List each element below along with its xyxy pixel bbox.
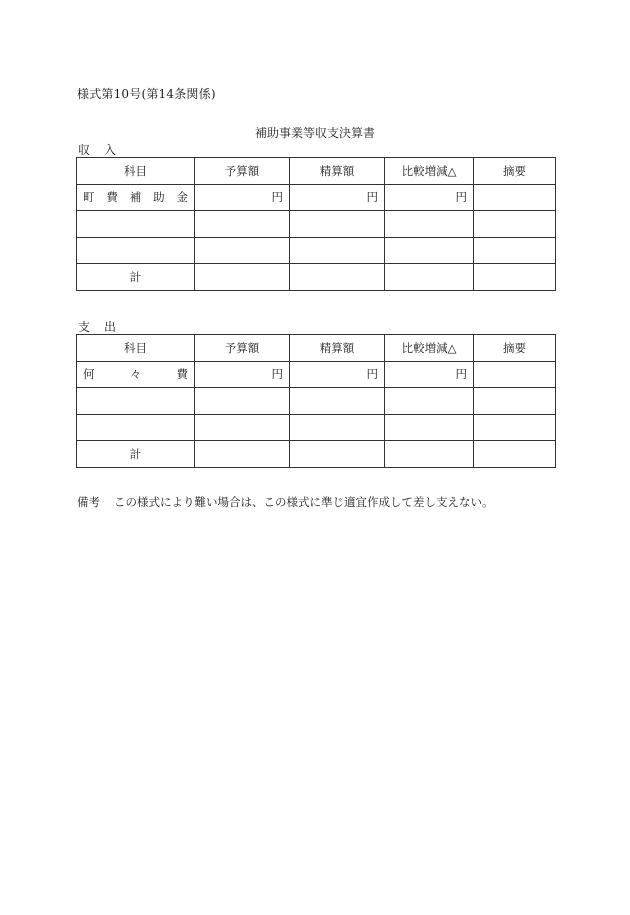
settlement-cell [290, 388, 385, 415]
budget-cell [195, 237, 290, 264]
budget-cell [195, 388, 290, 415]
expense-section-label: 支出 [78, 320, 131, 334]
comparison-cell [385, 211, 474, 238]
item-cell [77, 388, 195, 415]
comparison-cell [385, 237, 474, 264]
budget-total-cell [195, 441, 290, 468]
comparison-cell: 円 [385, 361, 474, 388]
column-header-settlement: 精算額 [290, 335, 385, 362]
budget-cell [195, 414, 290, 441]
settlement-total-cell [290, 441, 385, 468]
remarks-label: 備考 [77, 495, 100, 509]
total-label: 計 [77, 264, 195, 291]
budget-cell [195, 211, 290, 238]
note-cell [474, 211, 556, 238]
note-cell [474, 361, 556, 388]
note-cell [474, 184, 556, 211]
column-header-item: 科目 [77, 158, 195, 185]
table-row [77, 211, 556, 238]
comparison-cell: 円 [385, 184, 474, 211]
comparison-cell [385, 414, 474, 441]
comparison-cell [385, 388, 474, 415]
column-header-comparison: 比較増減△ [385, 335, 474, 362]
comparison-total-cell [385, 441, 474, 468]
income-section-label: 収入 [78, 143, 131, 157]
item-cell: 何々費 [77, 361, 195, 388]
settlement-total-cell [290, 264, 385, 291]
settlement-cell: 円 [290, 184, 385, 211]
item-cell [77, 211, 195, 238]
item-cell: 町費補助金 [77, 184, 195, 211]
column-header-note: 摘要 [474, 335, 556, 362]
form-number: 様式第10号(第14条関係) [77, 87, 216, 101]
column-header-settlement: 精算額 [290, 158, 385, 185]
table-row [77, 414, 556, 441]
table-row [77, 237, 556, 264]
total-row [77, 441, 556, 468]
remarks-text: この様式により難い場合は、この様式に準じ適宜作成して差し支えない。 [114, 495, 494, 509]
settlement-cell [290, 237, 385, 264]
item-cell [77, 414, 195, 441]
table-row [77, 388, 556, 415]
note-cell [474, 414, 556, 441]
budget-cell: 円 [195, 184, 290, 211]
income-table [76, 157, 556, 291]
column-header-budget: 予算額 [195, 335, 290, 362]
column-header-budget: 予算額 [195, 158, 290, 185]
expense-table [76, 334, 556, 468]
income-header-row [77, 158, 556, 185]
expense-header-row [77, 335, 556, 362]
settlement-cell [290, 211, 385, 238]
budget-cell: 円 [195, 361, 290, 388]
column-header-item: 科目 [77, 335, 195, 362]
table-row [77, 361, 556, 388]
note-total-cell [474, 264, 556, 291]
comparison-total-cell [385, 264, 474, 291]
column-header-note: 摘要 [474, 158, 556, 185]
remarks [77, 494, 494, 510]
settlement-cell [290, 414, 385, 441]
document-title: 補助事業等収支決算書 [254, 126, 375, 140]
item-cell [77, 237, 195, 264]
note-cell [474, 388, 556, 415]
column-header-comparison: 比較増減△ [385, 158, 474, 185]
total-row [77, 264, 556, 291]
total-label: 計 [77, 441, 195, 468]
table-row [77, 184, 556, 211]
settlement-cell: 円 [290, 361, 385, 388]
note-cell [474, 237, 556, 264]
budget-total-cell [195, 264, 290, 291]
note-total-cell [474, 441, 556, 468]
